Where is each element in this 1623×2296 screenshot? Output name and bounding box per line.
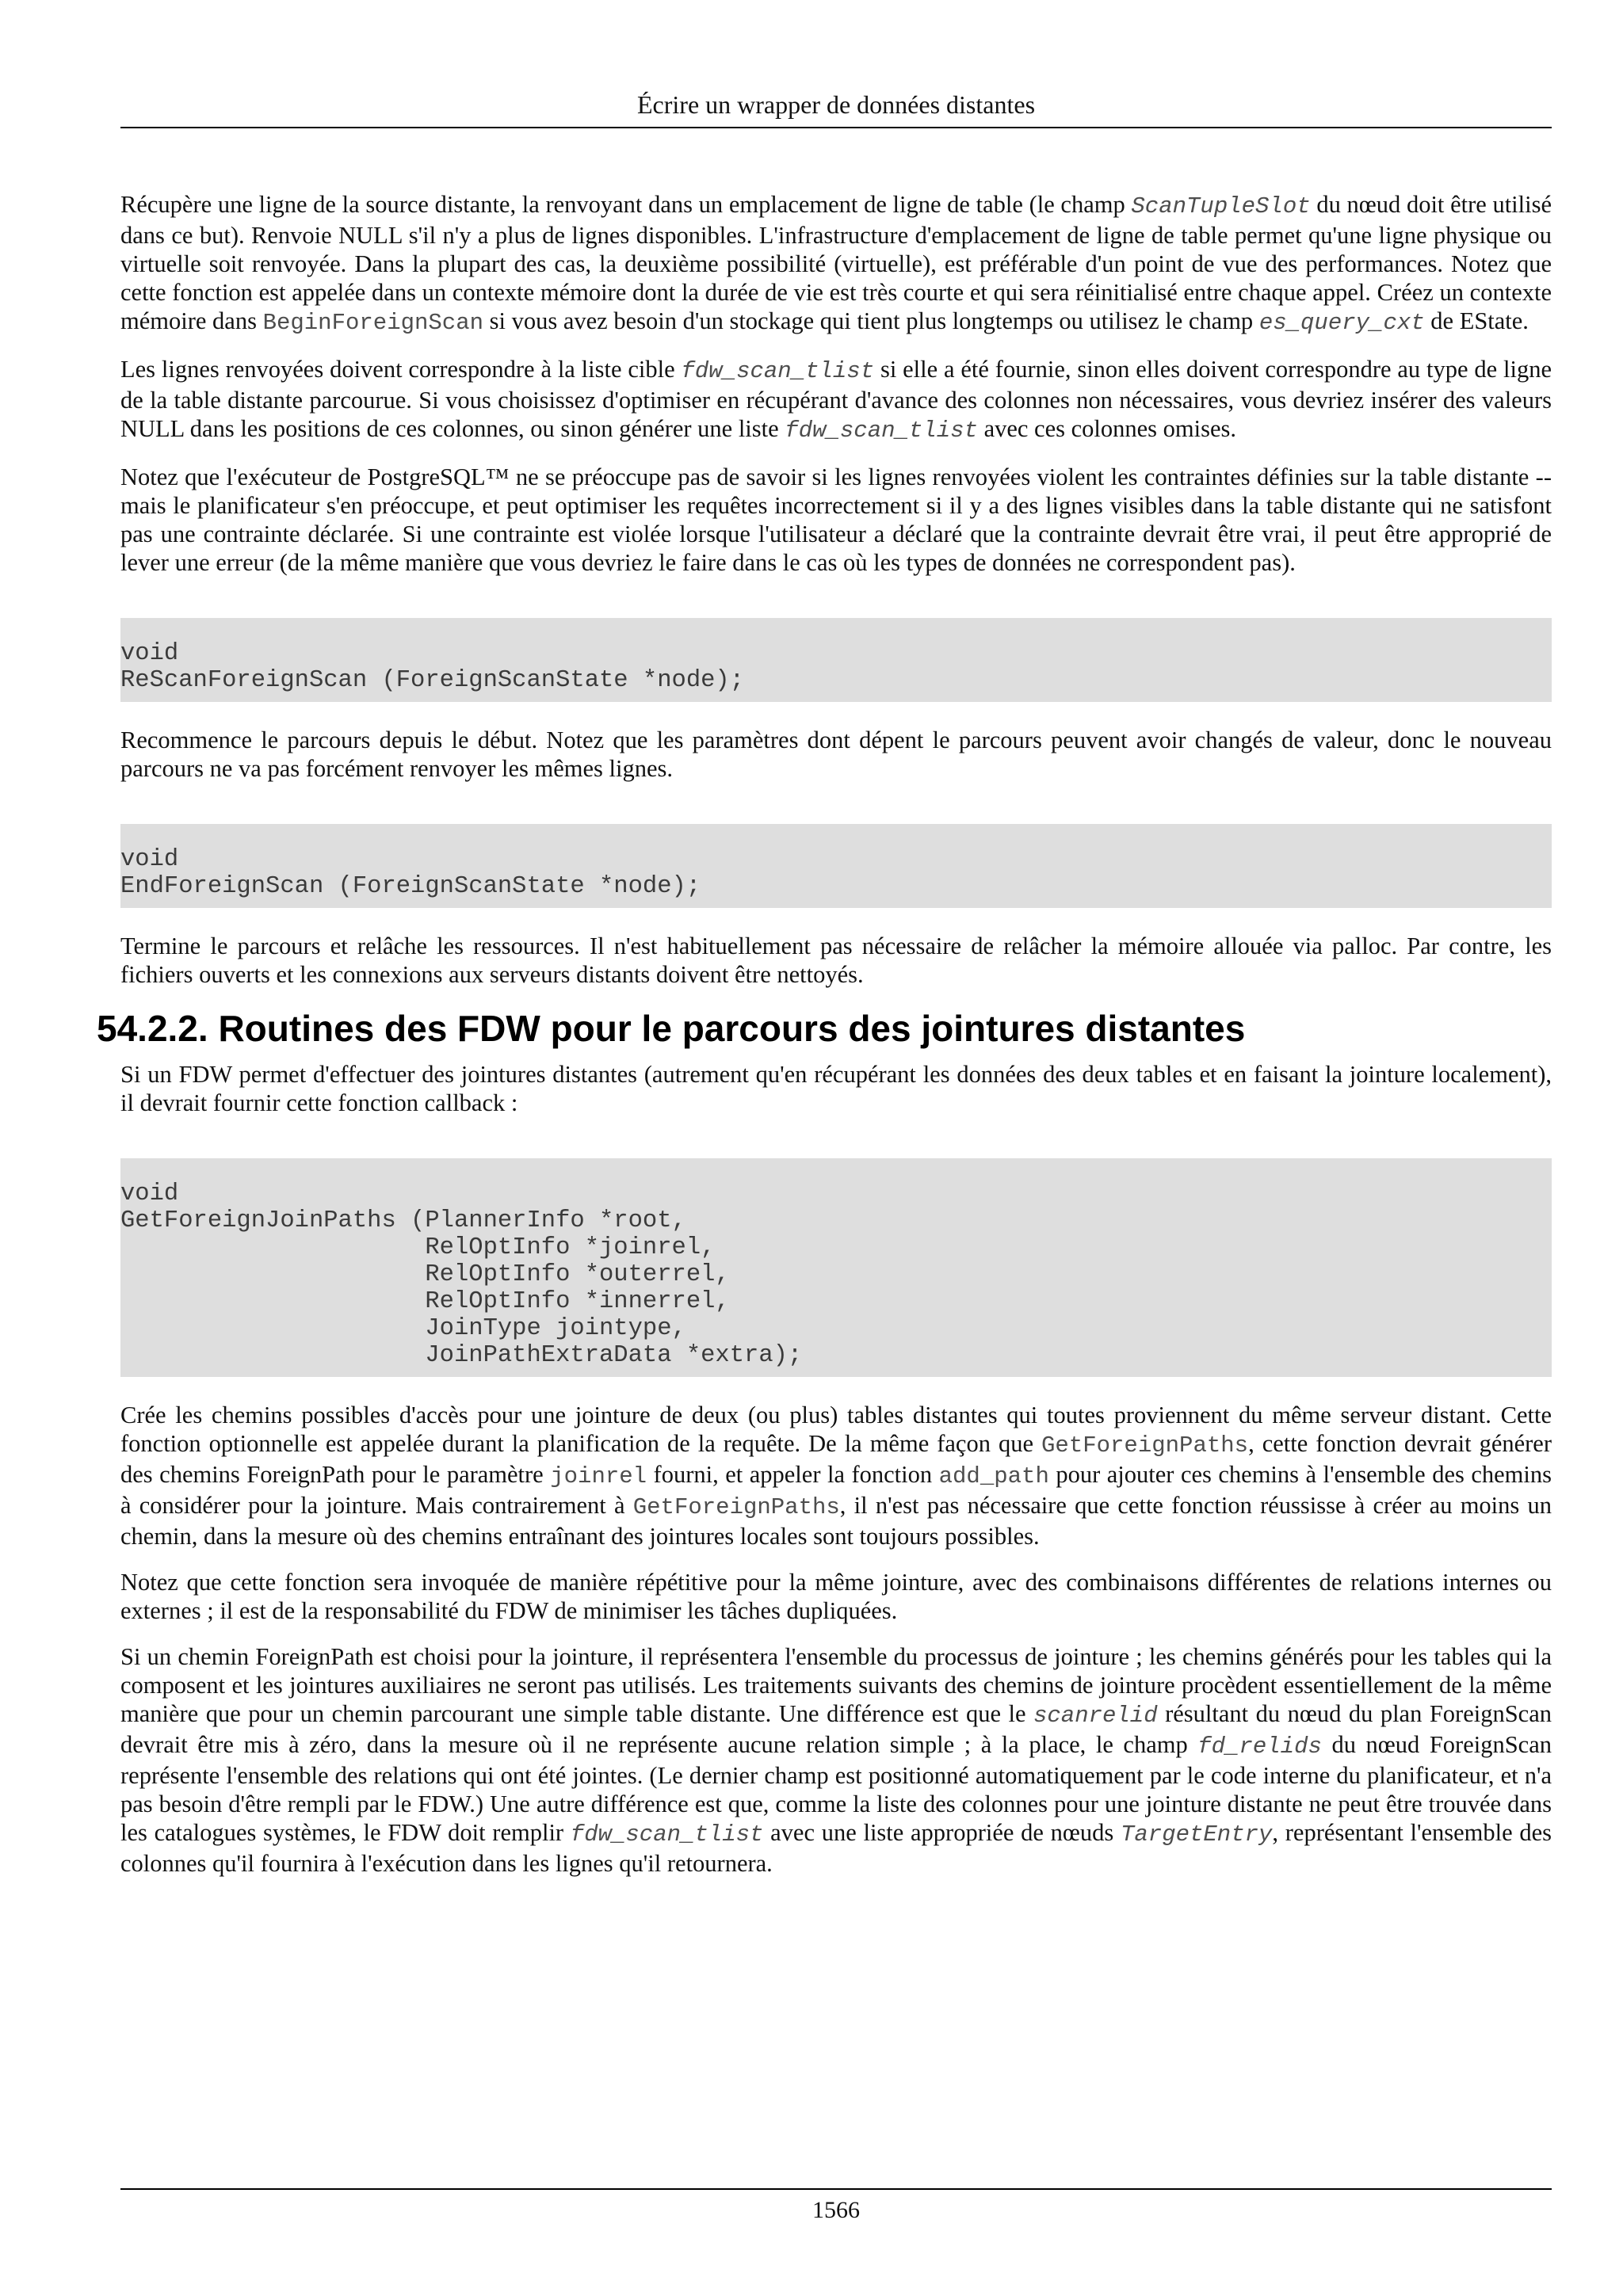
header-rule (120, 127, 1552, 128)
page-number: 1566 (812, 2197, 860, 2223)
code-block-rescan-foreign-scan: void ReScanForeignScan (ForeignScanState *node); (120, 618, 1552, 702)
paragraph-iterate-foreign-scan: Récupère une ligne de la source distante, la renvoyant dans un emplacement de ligne de table (le champ ScanTupleSlot du nœud doit être utilisé dans ce but). Renvoie NULL s'il n'y a plus de lignes disponibles. L'infrastructure d'emplacement de ligne de table permet qu'une ligne physique ou virtuelle soit renvoyée. Dans la plupart des cas, la deuxième possibilité (virtuelle), est préférable d'un point de vue des performances. Notez que cette fonction est appelée dans un contexte mémoire dont la durée de vie est très courte et qui sera réinitialisé entre chaque appel. Créez un contexte mémoire dans BeginForeignScan si vous avez besoin d'un stockage qui tient plus longtemps ou utilisez le champ es_query_cxt de EState. (120, 191, 1552, 336)
paragraph-rescan-description: Recommence le parcours depuis le début. Notez que les paramètres dont dépent le parcours peuvent avoir changés de valeur, donc le nouveau parcours ne va pas forcément renvoyer les mêmes lignes. (120, 727, 1552, 782)
inline-code-joinrel: joinrel (550, 1463, 647, 1489)
inline-code-add-path: add_path (938, 1463, 1049, 1489)
inline-code-targetentry: TargetEntry (1120, 1821, 1273, 1848)
page-content (97, 190, 1552, 1895)
inline-code-fdw-scan-tlist: fdw_scan_tlist (681, 358, 875, 384)
inline-code-getforeignpaths: GetForeignPaths (1041, 1432, 1249, 1459)
inline-code-fd-relids: fd_relids (1197, 1733, 1322, 1760)
paragraph-join-paths-description: Crée les chemins possibles d'accès pour une jointure de deux (ou plus) tables distantes qui toutes proviennent du même serveur distant. Cette fonction optionnelle est appelée durant la planification de la requête. De la même façon que GetForeignPaths, cette fonction devrait générer des chemins ForeignPath pour le paramètre joinrel fourni, et appeler la fonction add_path pour ajouter ces chemins à l'ensemble des chemins à considérer pour la jointure. Mais contrairement à GetForeignPaths, il n'est pas nécessaire que cette fonction réussisse à créer au moins un chemin, dans la mesure où des chemins entraînant des jointures locales sont toujours possibles. (120, 1402, 1552, 1550)
code-block-get-foreign-join-paths: void GetForeignJoinPaths (PlannerInfo *root, RelOptInfo *joinrel, RelOptInfo *outerrel, RelOptInfo *innerrel, JoinType jointype, JoinPathExtraData *extra); (120, 1158, 1552, 1377)
inline-code-scantupleslot: ScanTupleSlot (1131, 193, 1311, 219)
paragraph-constraints-note: Notez que l'exécuteur de PostgreSQL™ ne se préoccupe pas de savoir si les lignes renvoyées violent les contraintes définies sur la table distante -- mais le planificateur s'en préoccupe, et peut optimiser les requêtes incorrectement si il y a des lignes visibles dans la table distante qui ne satisfont pas une contrainte déclarée. Si une contrainte est violée lorsque l'utilisateur a déclaré que la contrainte devrait être vrai, il peut être approprié de lever une erreur (de la même manière que vous devriez le faire dans le cas où les types de données ne correspondent pas). (120, 463, 1552, 576)
inline-code-scanrelid: scanrelid (1033, 1703, 1158, 1729)
paragraph-end-scan-description: Termine le parcours et relâche les ressources. Il n'est habituellement pas nécessaire de relâcher la mémoire allouée via palloc. Par contre, les fichiers ouverts et les connexions aux serveurs distants doivent être nettoyés. (120, 933, 1552, 988)
inline-code-fdw-scan-tlist: fdw_scan_tlist (785, 418, 978, 444)
inline-code-beginforeignscan: BeginForeignScan (262, 310, 484, 336)
running-header: Écrire un wrapper de données distantes (636, 90, 1036, 119)
paragraph-repeated-invocation: Notez que cette fonction sera invoquée de manière répétitive pour la même jointure, avec des combinaisons différentes de relations internes ou externes ; il est de la responsabilité du FDW de minimiser les tâches dupliquées. (120, 1569, 1552, 1624)
paragraph-foreignpath-chosen: Si un chemin ForeignPath est choisi pour la jointure, il représentera l'ensemble du processus de jointure ; les chemins générés pour les tables qui la composent et les jointures auxiliaires ne seront pas utilisés. Les traitements suivants des chemins de jointure procèdent essentiellement de la même manière que pour un chemin parcourant une simple table distante. Une différence est que le scanrelid résultant du nœud du plan ForeignScan devrait être mis à zéro, dans la mesure où il ne représente aucune relation simple ; à la place, le champ fd_relids du nœud ForeignScan représente l'ensemble des relations qui ont été jointes. (Le dernier champ est positionné automatiquement par le code interne du planificateur, et n'a pas besoin d'être rempli par le FDW.) Une autre différence est que, comme la liste des colonnes pour une jointure distante ne peut être trouvée dans les catalogues systèmes, le FDW doit remplir fdw_scan_tlist avec une liste appropriée de nœuds TargetEntry, représentant l'ensemble des colonnes qu'il fournira à l'exécution dans les lignes qu'il retournera. (120, 1643, 1552, 1877)
document-page (97, 0, 1552, 2296)
footer-rule (120, 2188, 1552, 2190)
paragraph-returned-rows: Les lignes renvoyées doivent correspondre à la liste cible fdw_scan_tlist si elle a été fournie, sinon elles doivent correspondre au type de ligne de la table distante parcourue. Si vous choisissez d'optimiser en récupérant d'avance des colonnes non nécessaires, vous devriez insérer des valeurs NULL dans les positions de ces colonnes, ou sinon générer une liste fdw_scan_tlist avec ces colonnes omises. (120, 356, 1552, 444)
paragraph-join-intro: Si un FDW permet d'effectuer des jointures distantes (autrement qu'en récupérant les données des deux tables et en faisant la jointure localement), il devrait fournir cette fonction callback : (120, 1061, 1552, 1116)
code-block-end-foreign-scan: void EndForeignScan (ForeignScanState *node); (120, 824, 1552, 908)
inline-code-fdw-scan-tlist: fdw_scan_tlist (570, 1821, 764, 1848)
inline-code-es-query-cxt: es_query_cxt (1258, 310, 1425, 336)
section-heading: 54.2.2. Routines des FDW pour le parcours des jointures distantes (97, 1008, 1246, 1049)
inline-code-getforeignpaths: GetForeignPaths (632, 1494, 840, 1520)
